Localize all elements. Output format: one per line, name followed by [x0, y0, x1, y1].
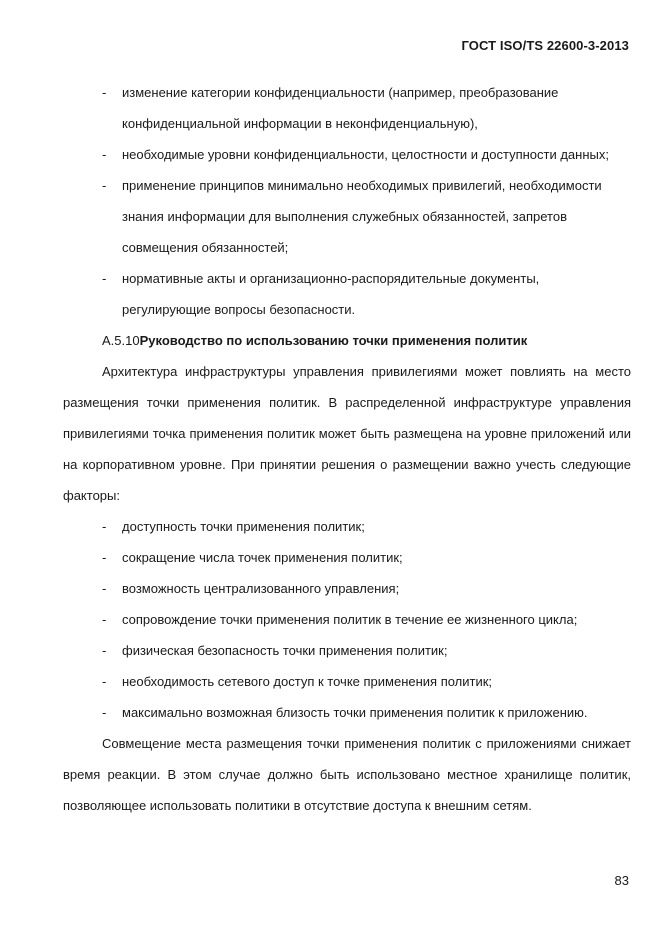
list-item: [63, 573, 631, 604]
list-item-text: сокращение числа точек применения политик;: [122, 550, 403, 565]
list-item: [63, 666, 631, 697]
list-item-text: изменение категории конфиденциальности (например, преобразование конфиденциальной информации в неконфиденциальную),: [122, 85, 559, 131]
list-item: [63, 542, 631, 573]
bullet-dash: -: [102, 178, 107, 193]
bullet-dash: -: [102, 519, 107, 534]
list-item-text: доступность точки применения политик;: [122, 519, 365, 534]
list-item-text: нормативные акты и организационно-распорядительные документы, регулирующие вопросы безопасности.: [122, 271, 540, 317]
paragraph: Совмещение места размещения точки применения политик с приложениями снижает время реакции. В этом случае должно быть использовано местное хранилище политик, позволяющее использовать политики в отсутствие доступа к внешним сетям.: [63, 736, 631, 813]
list-item-text: возможность централизованного управления;: [122, 581, 400, 596]
list-item-text: сопровождение точки применения политик в течение ее жизненного цикла;: [122, 612, 578, 627]
bullet-dash: -: [102, 147, 107, 162]
bullet-list-2: [63, 511, 631, 728]
list-item: [63, 511, 631, 542]
bullet-dash: -: [102, 581, 107, 596]
bullet-dash: -: [102, 705, 107, 720]
list-item-text: физическая безопасность точки применения политик;: [122, 643, 448, 658]
list-item: [63, 697, 631, 728]
bullet-dash: -: [102, 643, 107, 658]
list-item: [63, 263, 631, 325]
bullet-list-1: [63, 77, 631, 325]
page-content: [63, 77, 631, 821]
bullet-dash: -: [102, 674, 107, 689]
list-item-text: необходимые уровни конфиденциальности, целостности и доступности данных;: [122, 147, 609, 162]
bullet-dash: -: [102, 85, 107, 100]
document-header: ГОСТ ISO/TS 22600-3-2013: [461, 38, 629, 53]
list-item: [63, 77, 631, 139]
list-item: [63, 635, 631, 666]
paragraph: Архитектура инфраструктуры управления привилегиями может повлиять на место размещения точки применения политик. В распределенной инфраструктуре управления привилегиями точка применения политик может быть размещена на уровне приложений или на корпоративном уровне. При принятии решения о размещении важно учесть следующие факторы:: [63, 364, 631, 503]
list-item-text: применение принципов минимально необходимых привилегий, необходимости знания информации для выполнения служебных обязанностей, запретов совмещения обязанностей;: [122, 178, 602, 255]
bullet-dash: -: [102, 550, 107, 565]
list-item: [63, 604, 631, 635]
list-item: [63, 170, 631, 263]
list-item-text: необходимость сетевого доступ к точке применения политик;: [122, 674, 493, 689]
list-item: [63, 139, 631, 170]
bullet-dash: -: [102, 271, 107, 286]
page-number: 83: [614, 873, 629, 888]
section-number: А.5.10: [102, 333, 140, 348]
section-title: Руководство по использованию точки применения политик: [139, 333, 528, 348]
section-heading: [63, 325, 631, 356]
bullet-dash: -: [102, 612, 107, 627]
list-item-text: максимально возможная близость точки применения политик к приложению.: [122, 705, 588, 720]
